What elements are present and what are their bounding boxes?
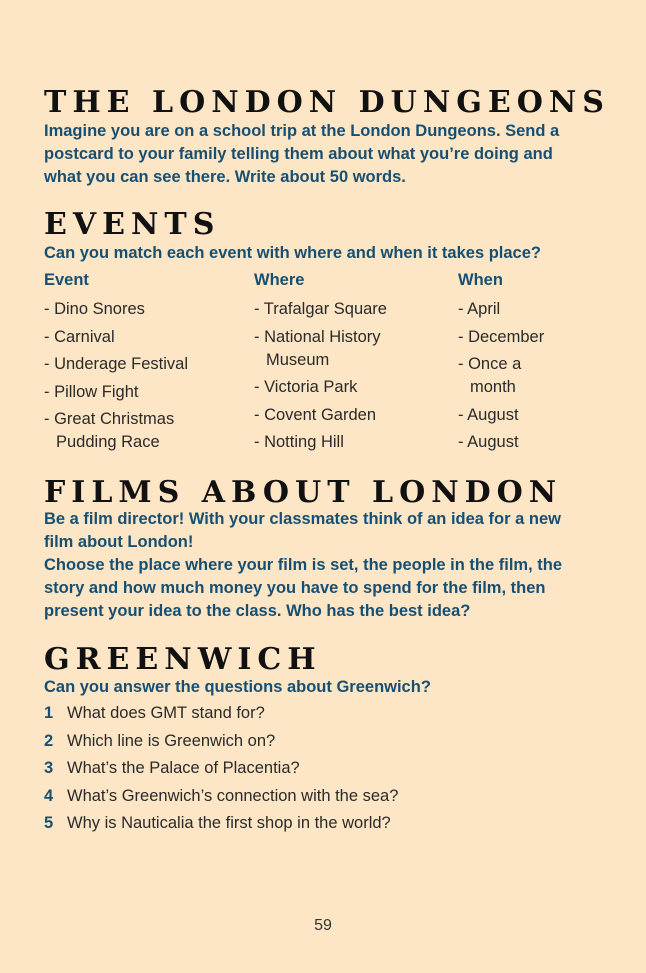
where-item: - Notting Hill [254,431,434,454]
where-item: - National History Museum [254,326,411,372]
films-instructions [44,508,584,623]
where-list [254,298,434,454]
greenwich-question-list [44,703,398,841]
when-item: - August [458,431,608,454]
question-item [44,813,398,833]
section-title-events: EVENTS [44,207,221,242]
question-item [44,731,398,751]
when-item: - Once a month [458,353,550,399]
question-item [44,786,398,806]
when-item: - August [458,404,608,427]
question-number: 3 [44,759,54,778]
event-item: - Dino Snores [44,298,244,321]
greenwich-question [44,676,589,699]
question-text: What’s the Palace of Placentia? [67,759,300,778]
events-question [44,242,604,265]
question-item [44,703,398,723]
when-column [458,270,608,459]
event-item: - Pillow Fight [44,381,244,404]
section-title-films: FILMS ABOUT LONDON [44,475,563,510]
event-item: - Great Christmas Pudding Race [44,408,196,454]
event-item: - Carnival [44,326,244,349]
when-column-header: When [458,271,503,289]
where-column [254,270,434,459]
dungeons-text: Imagine you are on a school trip at the London Dungeons. Send a postcard to your family telling them about what you’re doing and what you can see there. Write about 50 words. [44,122,560,186]
where-item: - Trafalgar Square [254,298,434,321]
question-number: 5 [44,814,54,833]
event-column-header: Event [44,271,89,289]
question-text: What’s Greenwich’s connection with the sea? [67,786,399,805]
greenwich-question-text: Can you answer the questions about Greenwich? [44,678,431,696]
when-item: - April [458,298,608,321]
films-text-task: Choose the place where your film is set, the people in the film, the story and how much money you have to spend for the film, then present your idea to the class. Who has the best idea? [44,556,563,620]
dungeons-instructions [44,120,589,189]
event-list [44,298,244,454]
where-item: - Covent Garden [254,404,434,427]
section-title-greenwich: GREENWICH [44,642,322,677]
event-column [44,270,244,459]
question-text: Why is Nauticalia the first shop in the world? [67,814,391,833]
question-text: Which line is Greenwich on? [67,731,276,750]
page-number: 59 [314,917,332,934]
question-item [44,758,398,778]
when-list [458,298,608,454]
when-item: - December [458,326,608,349]
question-text: What does GMT stand for? [67,704,265,722]
section-title-dungeons: THE LONDON DUNGEONS [44,85,610,120]
question-number: 2 [44,731,54,750]
where-item: - Victoria Park [254,376,434,399]
events-question-text: Can you match each event with where and when it takes place? [44,244,541,262]
question-number: 1 [44,704,54,722]
where-column-header: Where [254,271,305,289]
event-item: - Underage Festival [44,353,244,376]
question-number: 4 [44,786,54,805]
films-text-intro: Be a film director! With your classmates think of an idea for a new film about London! [44,510,561,551]
